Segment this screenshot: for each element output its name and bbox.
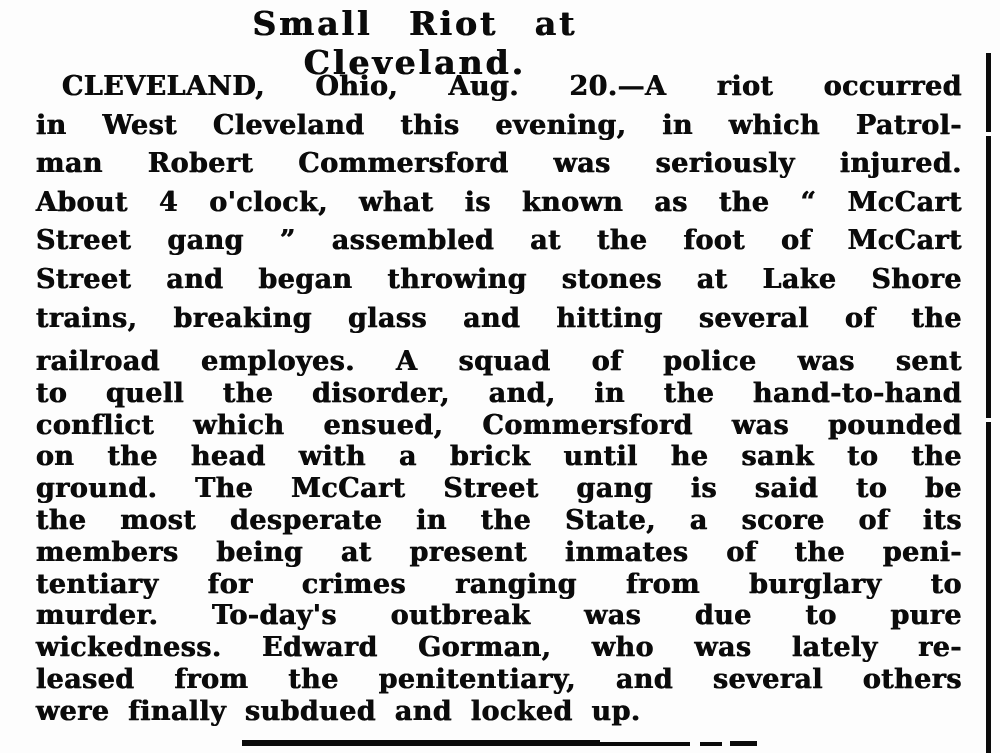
article-line: About 4 o'clock, what is known as the “ McCart	[36, 186, 962, 218]
article-line: CLEVELAND, Ohio, Aug. 20.—A riot occurred	[62, 71, 962, 102]
article-line: were finally subdued and locked up.	[36, 695, 641, 727]
article-line: members being at present inmates of the peni-	[36, 536, 962, 568]
article-line: ground. The McCart Street gang is said to be	[36, 473, 962, 505]
article-line: to quell the disorder, and, in the hand-to-hand	[36, 377, 962, 409]
article-end-rule	[730, 741, 757, 746]
article-line: the most desperate in the State, a score of its	[36, 504, 962, 536]
article-line: conflict which ensued, Commersford was pounded	[36, 409, 962, 441]
article-end-rule	[600, 742, 690, 746]
article-title: Small Riot at Cleveland.	[252, 4, 578, 82]
article-line: in West Cleveland this evening, in which Patrol-	[36, 109, 962, 141]
column-divider-rule	[986, 422, 991, 753]
column-divider-rule	[986, 53, 991, 132]
article-line: tentiary for crimes ranging from burglary to	[36, 568, 962, 600]
article-paragraph-leaded	[36, 68, 962, 338]
article-paragraph-tight	[36, 346, 962, 728]
article-line: Street gang ” assembled at the foot of McCart	[36, 225, 962, 257]
article-line: wickedness. Edward Gorman, who was lately re-	[36, 632, 962, 664]
article-line: murder. To-day's outbreak was due to pure	[36, 600, 962, 632]
article-line: man Robert Commersford was seriously injured.	[36, 148, 962, 180]
article-line: leased from the penitentiary, and several others	[36, 663, 962, 695]
article-line: Street and began throwing stones at Lake Shore	[36, 263, 962, 295]
article-end-rule	[242, 740, 600, 746]
article-line: on the head with a brick until he sank to the	[36, 441, 962, 473]
article-line: railroad employes. A squad of police was sent	[36, 346, 962, 377]
article-end-rule	[700, 742, 722, 746]
article-line: trains, breaking glass and hitting several of the	[36, 302, 962, 334]
column-divider-rule	[986, 136, 991, 418]
